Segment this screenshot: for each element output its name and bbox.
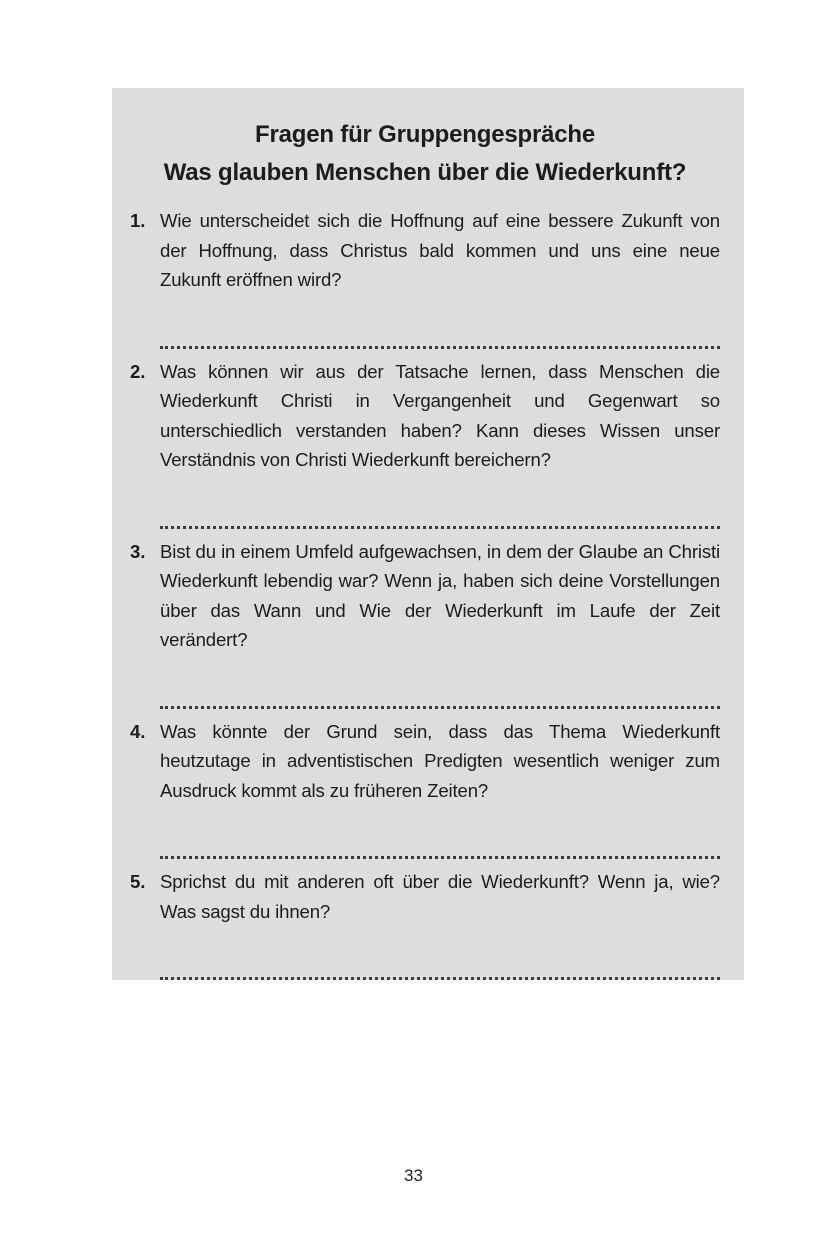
question-item xyxy=(130,717,720,860)
question-2 xyxy=(130,357,720,475)
heading-line-1: Fragen für Gruppengespräche xyxy=(255,121,595,148)
heading-line-2: Was glauben Menschen über die Wiederkunft? xyxy=(163,159,687,186)
answer-dotted-line[interactable] xyxy=(160,813,720,859)
discussion-questions-box xyxy=(112,88,744,980)
question-item xyxy=(130,867,720,980)
answer-dotted-line[interactable] xyxy=(160,663,720,709)
question-3 xyxy=(130,537,720,655)
question-text: Was können wir aus der Tatsache lernen, dass Menschen die Wiederkunft Christi in Vergangenheit und Gegenwart so unterschiedlich verstanden haben? Kann dieses Wissen unser Verständnis von Christi Wiederkunft bereichern? xyxy=(160,360,720,470)
question-number: 4. xyxy=(130,720,146,742)
page-number: 33 xyxy=(404,1166,423,1185)
answer-dotted-line[interactable] xyxy=(160,483,720,529)
question-item xyxy=(130,206,720,349)
question-5 xyxy=(130,867,720,926)
question-text: Sprichst du mit anderen oft über die Wiederkunft? Wenn ja, wie? Was sagst du ihnen? xyxy=(160,871,720,922)
question-4 xyxy=(130,717,720,806)
question-number: 2. xyxy=(130,360,146,382)
question-item xyxy=(130,537,720,709)
question-number: 1. xyxy=(130,210,146,231)
question-text: Bist du in einem Umfeld aufgewachsen, in dem der Glaube an Christi Wiederkunft lebendig war? Wenn ja, haben sich deine Vorstellungen über das Wann und Wie der Wiederkunft im Laufe der Zeit verändert? xyxy=(160,540,720,650)
section-heading xyxy=(130,116,720,192)
question-number: 3. xyxy=(130,540,146,562)
question-item xyxy=(130,357,720,529)
question-number: 5. xyxy=(130,871,146,892)
question-text: Wie unterscheidet sich die Hoffnung auf eine bessere Zukunft von der Hoffnung, dass Christus bald kommen und uns eine neue Zukunft eröffnen wird? xyxy=(160,210,720,290)
question-list xyxy=(130,206,720,980)
question-1 xyxy=(130,206,720,295)
answer-dotted-line[interactable] xyxy=(160,934,720,980)
question-text: Was könnte der Grund sein, dass das Thema Wiederkunft heutzutage in adventistischen Predigten wesentlich weniger zum Ausdruck kommt als zu früheren Zeiten? xyxy=(160,720,720,801)
answer-dotted-line[interactable] xyxy=(160,303,720,349)
